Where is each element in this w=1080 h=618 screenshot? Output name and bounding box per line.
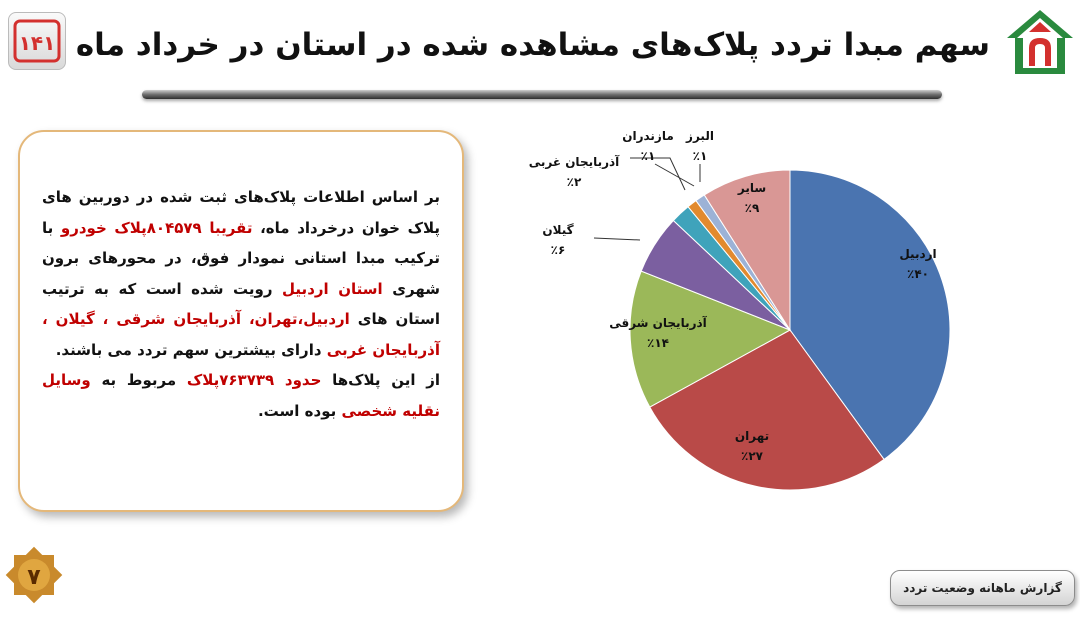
summary-text-3: رویت شده است که به ترتیب استان های (42, 279, 440, 328)
star-badge-icon (4, 545, 64, 605)
page-number: ۷ (27, 565, 41, 590)
report-footer-label: گزارش ماهانه وضعیت تردد (890, 570, 1075, 606)
road-organization-logo (1005, 8, 1075, 78)
origin-share-pie-chart (470, 110, 1070, 510)
summary-text-box (18, 130, 464, 512)
slice-value-3: ٪۱۴ (647, 336, 669, 350)
pie-chart-svg (470, 110, 1070, 510)
page-number-badge (4, 545, 64, 605)
slice-label-6: مازندران (622, 129, 674, 143)
slice-value-6: ٪۱ (640, 149, 656, 163)
slice-value-1: ٪۴۰ (907, 267, 929, 281)
summary-highlight-private: حدود ۷۶۳۷۳۹پلاک (186, 371, 322, 389)
slice-label-2: تهران (734, 429, 770, 443)
summary-text-4: دارای بیشترین سهم تردد می باشند. (55, 340, 327, 359)
logo-141 (8, 12, 66, 70)
summary-paragraph (42, 182, 440, 426)
summary-text-5: از این پلاک‌ها (321, 371, 440, 389)
slice-label-5: آذربایجان غربی (528, 155, 620, 169)
logo-141-text: ۱۴۱ (18, 31, 56, 55)
slice-value-7: ٪۱ (692, 149, 708, 163)
leader-line-4 (594, 238, 640, 240)
summary-text-6: مربوط به (90, 371, 187, 389)
summary-text-2: با ترکیب مبدا استانی نمودار فوق، در محورهای برون شهری (42, 218, 440, 298)
slice-value-8: ٪۹ (744, 201, 760, 215)
slice-label-8: سایر (737, 181, 767, 195)
summary-highlight-vehicles: وسایل نقلیه شخصی (42, 371, 440, 420)
slice-value-2: ٪۲۷ (741, 449, 763, 463)
road-logo-icon (1005, 8, 1075, 78)
slice-label-1: اردبیل (899, 247, 937, 261)
slice-value-5: ٪۲ (566, 175, 582, 189)
slice-value-4: ٪۶ (550, 243, 566, 257)
page-title: سهم مبدا تردد پلاک‌های مشاهده شده در استان در خرداد ماه (75, 27, 990, 63)
logo-141-icon (9, 13, 65, 69)
summary-highlight-province: استان اردبیل (282, 279, 383, 298)
summary-highlight-ranking: اردبیل،تهران، آذربایجان شرقی ، گیلان ، آذربایجان غربی (42, 310, 440, 359)
summary-text-7: بوده است. (257, 401, 342, 420)
summary-text-1: بر اساس اطلاعات پلاک‌های ثبت شده در دوربین های پلاک خوان درخرداد ماه، (42, 188, 440, 237)
slice-label-7: البرز (686, 129, 714, 143)
slice-label-4: گیلان (542, 223, 574, 237)
summary-highlight-total: تقریبا ۸۰۴۵۷۹پلاک خودرو (60, 218, 253, 237)
header-divider (142, 90, 942, 99)
slice-label-3: آذربایجان شرقی (609, 316, 707, 330)
header (0, 0, 1080, 100)
leader-line-5 (630, 158, 685, 190)
